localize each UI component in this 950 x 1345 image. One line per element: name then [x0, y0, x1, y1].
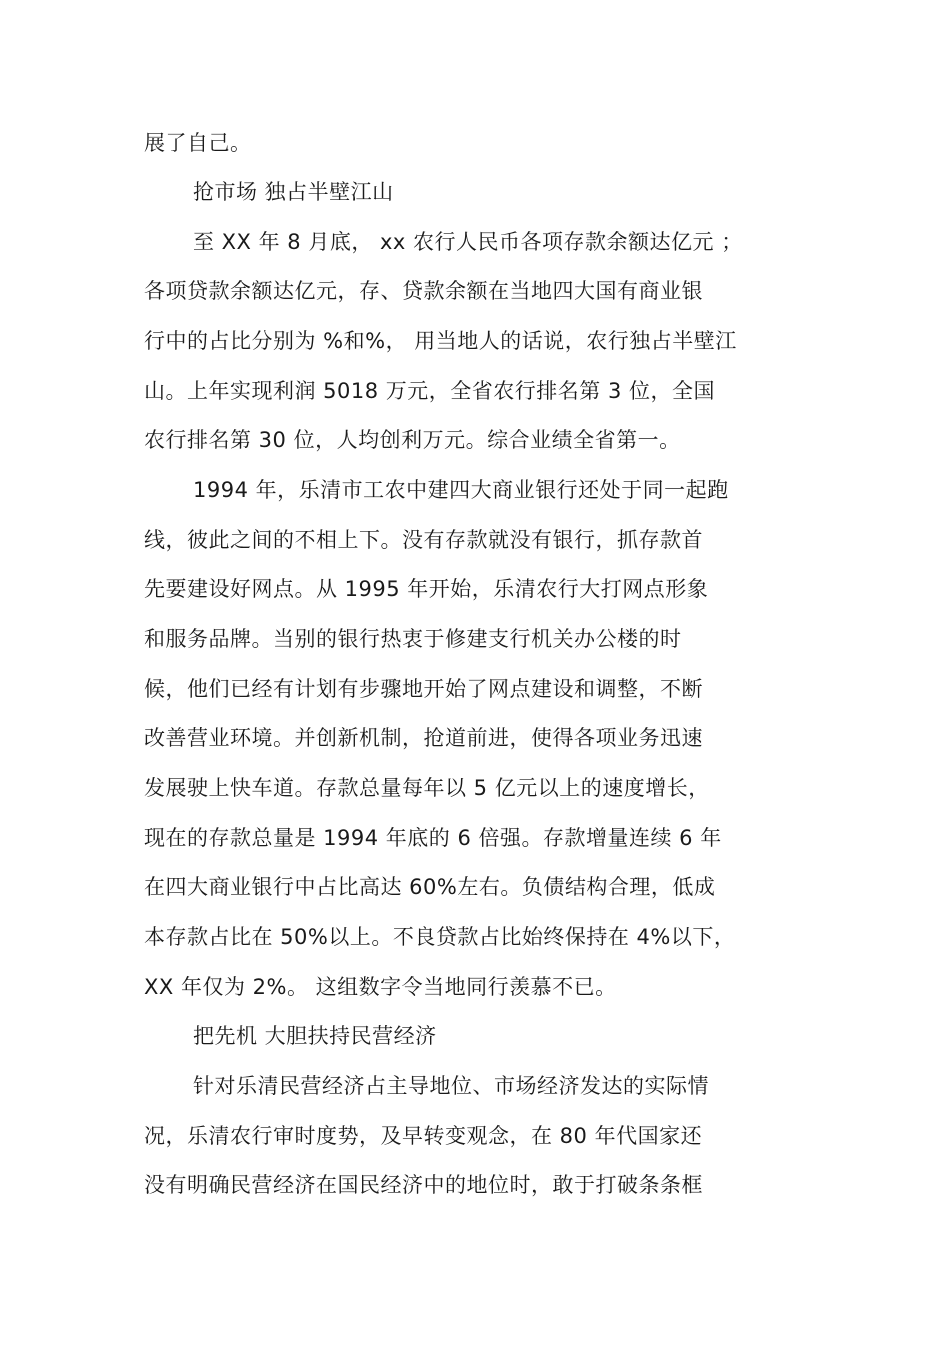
text-line-18: XX 年仅为 2%。 这组数字令当地同行羡慕不已。	[144, 975, 617, 999]
text-line-1: 展了自己。	[144, 131, 252, 155]
section-heading-2: 把先机 大胆扶持民营经济	[193, 1024, 437, 1048]
text-line-14: 发展驶上快车道。存款总量每年以 5 亿元以上的速度增长，	[144, 776, 710, 800]
text-line-4: 各项贷款余额达亿元，存、贷款余额在当地四大国有商业银	[144, 279, 703, 303]
text-line-20: 针对乐清民营经济占主导地位、市场经济发达的实际情	[193, 1074, 709, 1098]
text-line-12: 候，他们已经有计划有步骤地开始了网点建设和调整，不断	[144, 677, 703, 701]
text-line-21: 况，乐清农行审时度势，及早转变观念，在 80 年代国家还	[144, 1124, 703, 1148]
text-line-7: 农行排名第 30 位，人均创利万元。综合业绩全省第一。	[144, 428, 681, 452]
text-line-9: 线，彼此之间的不相上下。没有存款就没有银行，抓存款首	[144, 528, 703, 552]
text-line-13: 改善营业环境。并创新机制，抢道前进，使得各项业务迅速	[144, 726, 703, 750]
text-line-11: 和服务品牌。当别的银行热衷于修建支行机关办公楼的时	[144, 627, 682, 651]
text-line-5: 行中的占比分别为 %和%， 用当地人的话说，农行独占半壁江	[144, 329, 737, 353]
text-line-8: 1994 年，乐清市工农中建四大商业银行还处于同一起跑	[193, 478, 729, 502]
text-line-16: 在四大商业银行中占比高达 60%左右。负债结构合理，低成	[144, 875, 716, 899]
text-line-10: 先要建设好网点。从 1995 年开始，乐清农行大打网点形象	[144, 577, 709, 601]
section-heading-1: 抢市场 独占半壁江山	[193, 180, 394, 204]
text-line-17: 本存款占比在 50%以上。不良贷款占比始终保持在 4%以下，	[144, 925, 736, 949]
text-line-3: 至 XX 年 8 月底， xx 农行人民币各项存款余额达亿元 ；	[193, 230, 743, 254]
text-line-6: 山。上年实现利润 5018 万元，全省农行排名第 3 位，全国	[144, 379, 716, 403]
text-line-15: 现在的存款总量是 1994 年底的 6 倍强。存款增量连续 6 年	[144, 826, 722, 850]
text-line-22: 没有明确民营经济在国民经济中的地位时，敢于打破条条框	[144, 1173, 703, 1197]
